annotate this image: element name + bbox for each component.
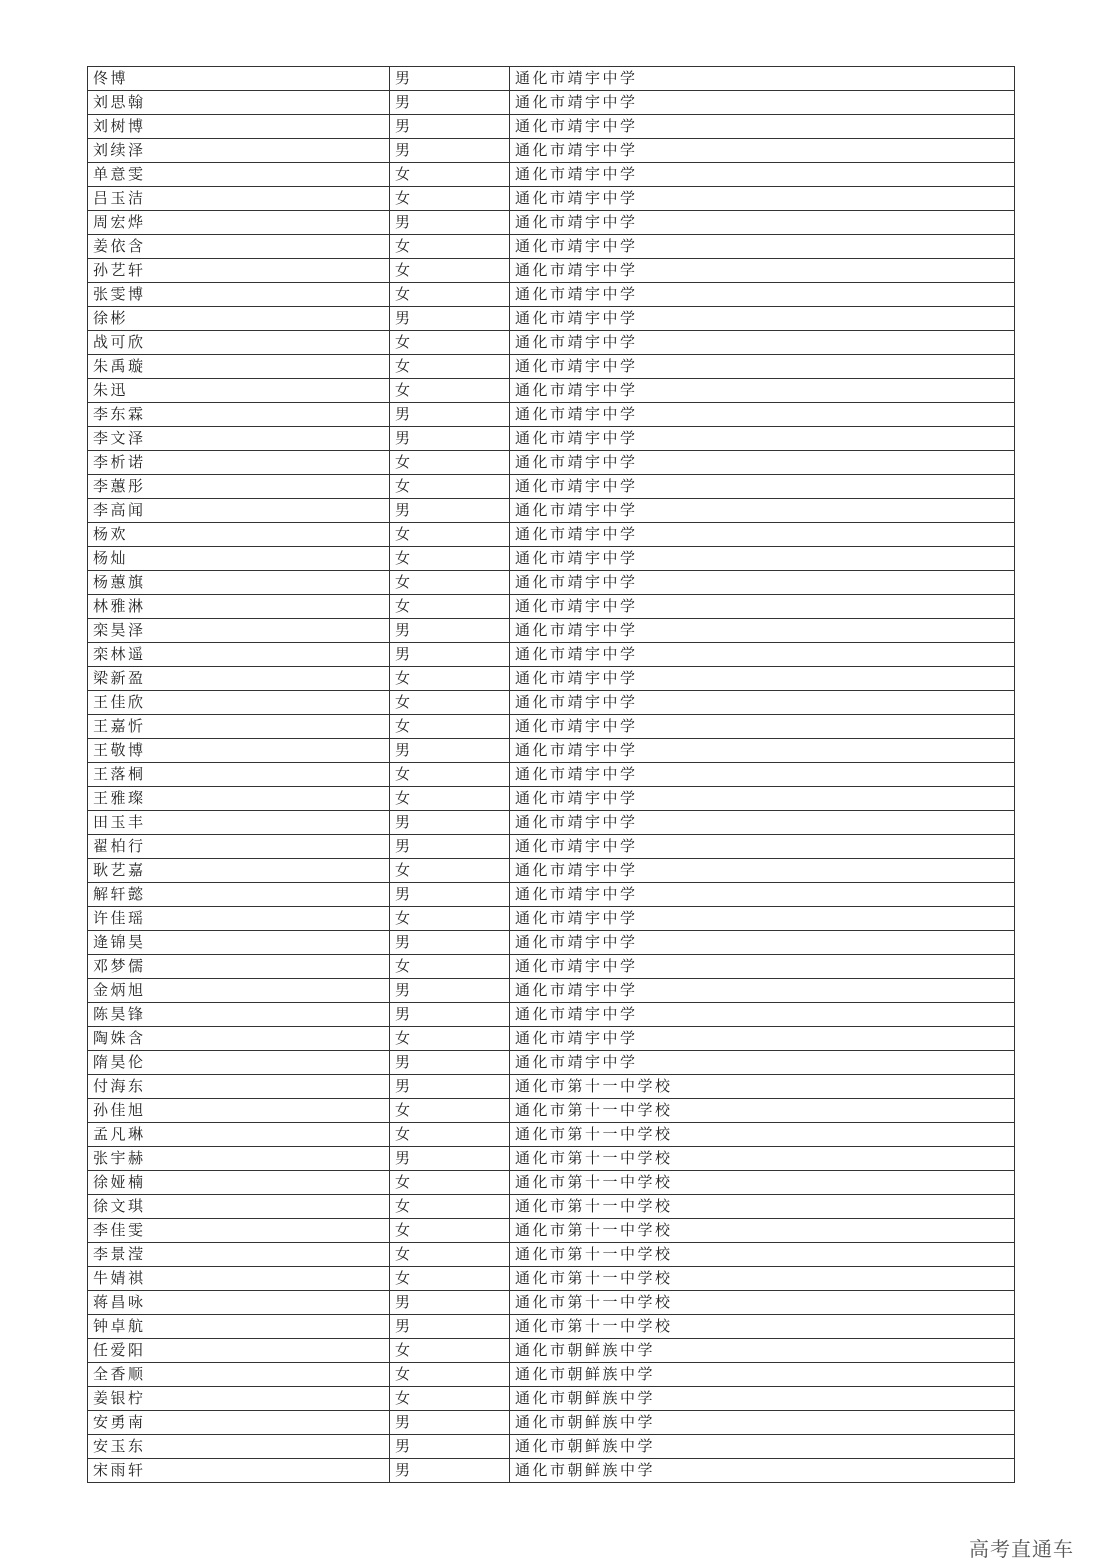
gender-cell: 女 [390,1363,510,1387]
school-cell: 通化市靖宇中学 [510,67,1015,91]
student-name-cell: 逄锦昊 [88,931,390,955]
gender-cell: 女 [390,259,510,283]
school-cell: 通化市第十一中学校 [510,1195,1015,1219]
school-cell: 通化市靖宇中学 [510,931,1015,955]
school-cell: 通化市靖宇中学 [510,523,1015,547]
school-cell: 通化市靖宇中学 [510,475,1015,499]
table-row [88,355,1015,379]
school-cell: 通化市靖宇中学 [510,379,1015,403]
gender-cell: 女 [390,547,510,571]
student-name-cell: 翟柏行 [88,835,390,859]
student-name-cell: 刘树博 [88,115,390,139]
gender-cell: 女 [390,187,510,211]
gender-cell: 男 [390,883,510,907]
table-row [88,739,1015,763]
student-name-cell: 王雅璨 [88,787,390,811]
table-row [88,67,1015,91]
table-row [88,979,1015,1003]
student-name-cell: 钟卓航 [88,1315,390,1339]
school-cell: 通化市靖宇中学 [510,115,1015,139]
student-name-cell: 陶姝含 [88,1027,390,1051]
school-cell: 通化市朝鲜族中学 [510,1387,1015,1411]
school-cell: 通化市靖宇中学 [510,163,1015,187]
school-cell: 通化市靖宇中学 [510,211,1015,235]
student-name-cell: 杨欢 [88,523,390,547]
table-row [88,883,1015,907]
table-row [88,667,1015,691]
table-row [88,259,1015,283]
school-cell: 通化市靖宇中学 [510,91,1015,115]
table-row [88,1195,1015,1219]
school-cell: 通化市靖宇中学 [510,1003,1015,1027]
gender-cell: 女 [390,163,510,187]
student-name-cell: 佟博 [88,67,390,91]
student-name-cell: 栾林遥 [88,643,390,667]
school-cell: 通化市靖宇中学 [510,307,1015,331]
school-cell: 通化市靖宇中学 [510,1027,1015,1051]
roster-table-body [88,67,1015,1483]
student-name-cell: 李文泽 [88,427,390,451]
student-name-cell: 牛婧祺 [88,1267,390,1291]
table-row [88,619,1015,643]
gender-cell: 男 [390,307,510,331]
school-cell: 通化市靖宇中学 [510,499,1015,523]
table-row [88,211,1015,235]
student-name-cell: 李高闻 [88,499,390,523]
gender-cell: 女 [390,1195,510,1219]
student-name-cell: 徐文琪 [88,1195,390,1219]
table-row [88,379,1015,403]
school-cell: 通化市第十一中学校 [510,1147,1015,1171]
table-row [88,931,1015,955]
gender-cell: 男 [390,739,510,763]
school-cell: 通化市第十一中学校 [510,1243,1015,1267]
table-row [88,235,1015,259]
student-name-cell: 耿艺嘉 [88,859,390,883]
gender-cell: 男 [390,1147,510,1171]
student-name-cell: 张雯博 [88,283,390,307]
gender-cell: 男 [390,811,510,835]
gender-cell: 女 [390,1267,510,1291]
student-name-cell: 孟凡琳 [88,1123,390,1147]
gender-cell: 女 [390,331,510,355]
student-name-cell: 王佳欣 [88,691,390,715]
table-row [88,1339,1015,1363]
school-cell: 通化市靖宇中学 [510,595,1015,619]
school-cell: 通化市靖宇中学 [510,187,1015,211]
school-cell: 通化市靖宇中学 [510,859,1015,883]
gender-cell: 男 [390,403,510,427]
school-cell: 通化市靖宇中学 [510,1051,1015,1075]
student-name-cell: 朱禹璇 [88,355,390,379]
school-cell: 通化市靖宇中学 [510,691,1015,715]
roster-table [87,66,1015,1483]
table-row [88,763,1015,787]
gender-cell: 男 [390,643,510,667]
gender-cell: 女 [390,1099,510,1123]
school-cell: 通化市靖宇中学 [510,451,1015,475]
table-row [88,1243,1015,1267]
table-row [88,1459,1015,1483]
student-name-cell: 任爱阳 [88,1339,390,1363]
school-cell: 通化市第十一中学校 [510,1219,1015,1243]
table-row [88,955,1015,979]
student-name-cell: 林雅淋 [88,595,390,619]
student-name-cell: 姜银柠 [88,1387,390,1411]
gender-cell: 女 [390,907,510,931]
gender-cell: 女 [390,1219,510,1243]
student-name-cell: 孙佳旭 [88,1099,390,1123]
school-cell: 通化市靖宇中学 [510,739,1015,763]
school-cell: 通化市靖宇中学 [510,571,1015,595]
student-name-cell: 杨蕙旗 [88,571,390,595]
table-row [88,331,1015,355]
school-cell: 通化市靖宇中学 [510,835,1015,859]
school-cell: 通化市靖宇中学 [510,763,1015,787]
school-cell: 通化市第十一中学校 [510,1315,1015,1339]
student-name-cell: 李蕙彤 [88,475,390,499]
gender-cell: 女 [390,1339,510,1363]
student-name-cell: 杨灿 [88,547,390,571]
student-name-cell: 蒋昌咏 [88,1291,390,1315]
table-row [88,1099,1015,1123]
gender-cell: 男 [390,619,510,643]
school-cell: 通化市朝鲜族中学 [510,1339,1015,1363]
student-name-cell: 栾昊泽 [88,619,390,643]
gender-cell: 女 [390,715,510,739]
table-row [88,1171,1015,1195]
school-cell: 通化市第十一中学校 [510,1171,1015,1195]
table-row [88,91,1015,115]
gender-cell: 男 [390,115,510,139]
school-cell: 通化市靖宇中学 [510,883,1015,907]
student-name-cell: 姜依含 [88,235,390,259]
table-row [88,1387,1015,1411]
school-cell: 通化市第十一中学校 [510,1075,1015,1099]
table-row [88,907,1015,931]
table-row [88,1051,1015,1075]
table-row [88,787,1015,811]
gender-cell: 女 [390,235,510,259]
table-row [88,139,1015,163]
table-row [88,1363,1015,1387]
student-name-cell: 徐彬 [88,307,390,331]
student-name-cell: 张宇赫 [88,1147,390,1171]
table-row [88,1147,1015,1171]
school-cell: 通化市靖宇中学 [510,259,1015,283]
school-cell: 通化市第十一中学校 [510,1291,1015,1315]
gender-cell: 女 [390,523,510,547]
school-cell: 通化市靖宇中学 [510,355,1015,379]
student-name-cell: 孙艺轩 [88,259,390,283]
table-row [88,691,1015,715]
student-name-cell: 安玉东 [88,1435,390,1459]
table-row [88,715,1015,739]
table-row [88,115,1015,139]
school-cell: 通化市靖宇中学 [510,427,1015,451]
student-name-cell: 解轩懿 [88,883,390,907]
school-cell: 通化市靖宇中学 [510,619,1015,643]
student-name-cell: 李东霖 [88,403,390,427]
gender-cell: 女 [390,1123,510,1147]
student-name-cell: 王敬博 [88,739,390,763]
table-row [88,1027,1015,1051]
student-name-cell: 战可欣 [88,331,390,355]
table-row [88,1075,1015,1099]
student-name-cell: 隋昊伦 [88,1051,390,1075]
gender-cell: 女 [390,859,510,883]
gender-cell: 女 [390,1171,510,1195]
gender-cell: 男 [390,1435,510,1459]
school-cell: 通化市靖宇中学 [510,811,1015,835]
table-row [88,859,1015,883]
gender-cell: 女 [390,667,510,691]
gender-cell: 女 [390,451,510,475]
gender-cell: 男 [390,931,510,955]
school-cell: 通化市第十一中学校 [510,1123,1015,1147]
student-name-cell: 全香顺 [88,1363,390,1387]
student-name-cell: 刘思翰 [88,91,390,115]
table-row [88,307,1015,331]
table-row [88,643,1015,667]
table-row [88,475,1015,499]
school-cell: 通化市第十一中学校 [510,1099,1015,1123]
student-name-cell: 李佳雯 [88,1219,390,1243]
school-cell: 通化市靖宇中学 [510,955,1015,979]
student-name-cell: 朱迅 [88,379,390,403]
table-row [88,811,1015,835]
gender-cell: 女 [390,475,510,499]
student-name-cell: 李景滢 [88,1243,390,1267]
school-cell: 通化市靖宇中学 [510,979,1015,1003]
gender-cell: 男 [390,91,510,115]
gender-cell: 男 [390,1411,510,1435]
table-row [88,403,1015,427]
student-name-cell: 梁新盈 [88,667,390,691]
school-cell: 通化市靖宇中学 [510,283,1015,307]
gender-cell: 男 [390,211,510,235]
gender-cell: 男 [390,1291,510,1315]
school-cell: 通化市靖宇中学 [510,403,1015,427]
student-name-cell: 田玉丰 [88,811,390,835]
school-cell: 通化市靖宇中学 [510,907,1015,931]
school-cell: 通化市靖宇中学 [510,667,1015,691]
gender-cell: 男 [390,139,510,163]
student-name-cell: 宋雨轩 [88,1459,390,1483]
school-cell: 通化市靖宇中学 [510,547,1015,571]
table-row [88,499,1015,523]
table-row [88,547,1015,571]
table-row [88,1291,1015,1315]
gender-cell: 男 [390,1315,510,1339]
watermark-text: 高考直通车 [969,1537,1074,1561]
table-row [88,1003,1015,1027]
gender-cell: 女 [390,691,510,715]
gender-cell: 女 [390,787,510,811]
student-name-cell: 安勇南 [88,1411,390,1435]
gender-cell: 男 [390,67,510,91]
student-name-cell: 徐娅楠 [88,1171,390,1195]
student-name-cell: 金炳旭 [88,979,390,1003]
school-cell: 通化市朝鲜族中学 [510,1459,1015,1483]
table-row [88,571,1015,595]
gender-cell: 男 [390,1051,510,1075]
school-cell: 通化市朝鲜族中学 [510,1363,1015,1387]
table-row [88,163,1015,187]
table-row [88,1219,1015,1243]
student-name-cell: 吕玉洁 [88,187,390,211]
table-row [88,595,1015,619]
student-name-cell: 邓梦儒 [88,955,390,979]
gender-cell: 男 [390,979,510,1003]
student-name-cell: 付海东 [88,1075,390,1099]
school-cell: 通化市朝鲜族中学 [510,1411,1015,1435]
gender-cell: 男 [390,427,510,451]
school-cell: 通化市靖宇中学 [510,715,1015,739]
student-name-cell: 单意雯 [88,163,390,187]
table-row [88,1411,1015,1435]
school-cell: 通化市靖宇中学 [510,235,1015,259]
gender-cell: 女 [390,1387,510,1411]
school-cell: 通化市靖宇中学 [510,331,1015,355]
school-cell: 通化市靖宇中学 [510,139,1015,163]
table-row [88,1435,1015,1459]
gender-cell: 女 [390,355,510,379]
gender-cell: 女 [390,1243,510,1267]
table-row [88,1315,1015,1339]
table-row [88,1123,1015,1147]
student-name-cell: 李析诺 [88,451,390,475]
student-name-cell: 王嘉忻 [88,715,390,739]
student-name-cell: 刘续泽 [88,139,390,163]
gender-cell: 女 [390,1027,510,1051]
gender-cell: 男 [390,499,510,523]
gender-cell: 女 [390,595,510,619]
table-row [88,1267,1015,1291]
school-cell: 通化市靖宇中学 [510,787,1015,811]
gender-cell: 男 [390,1003,510,1027]
student-name-cell: 王落桐 [88,763,390,787]
gender-cell: 女 [390,571,510,595]
gender-cell: 男 [390,835,510,859]
gender-cell: 男 [390,1075,510,1099]
table-row [88,427,1015,451]
student-name-cell: 周宏烨 [88,211,390,235]
gender-cell: 女 [390,955,510,979]
gender-cell: 女 [390,283,510,307]
table-row [88,451,1015,475]
gender-cell: 女 [390,763,510,787]
table-row [88,835,1015,859]
gender-cell: 女 [390,379,510,403]
table-row [88,523,1015,547]
table-row [88,283,1015,307]
school-cell: 通化市第十一中学校 [510,1267,1015,1291]
gender-cell: 男 [390,1459,510,1483]
student-name-cell: 许佳瑶 [88,907,390,931]
school-cell: 通化市靖宇中学 [510,643,1015,667]
table-row [88,187,1015,211]
student-name-cell: 陈昊锋 [88,1003,390,1027]
school-cell: 通化市朝鲜族中学 [510,1435,1015,1459]
